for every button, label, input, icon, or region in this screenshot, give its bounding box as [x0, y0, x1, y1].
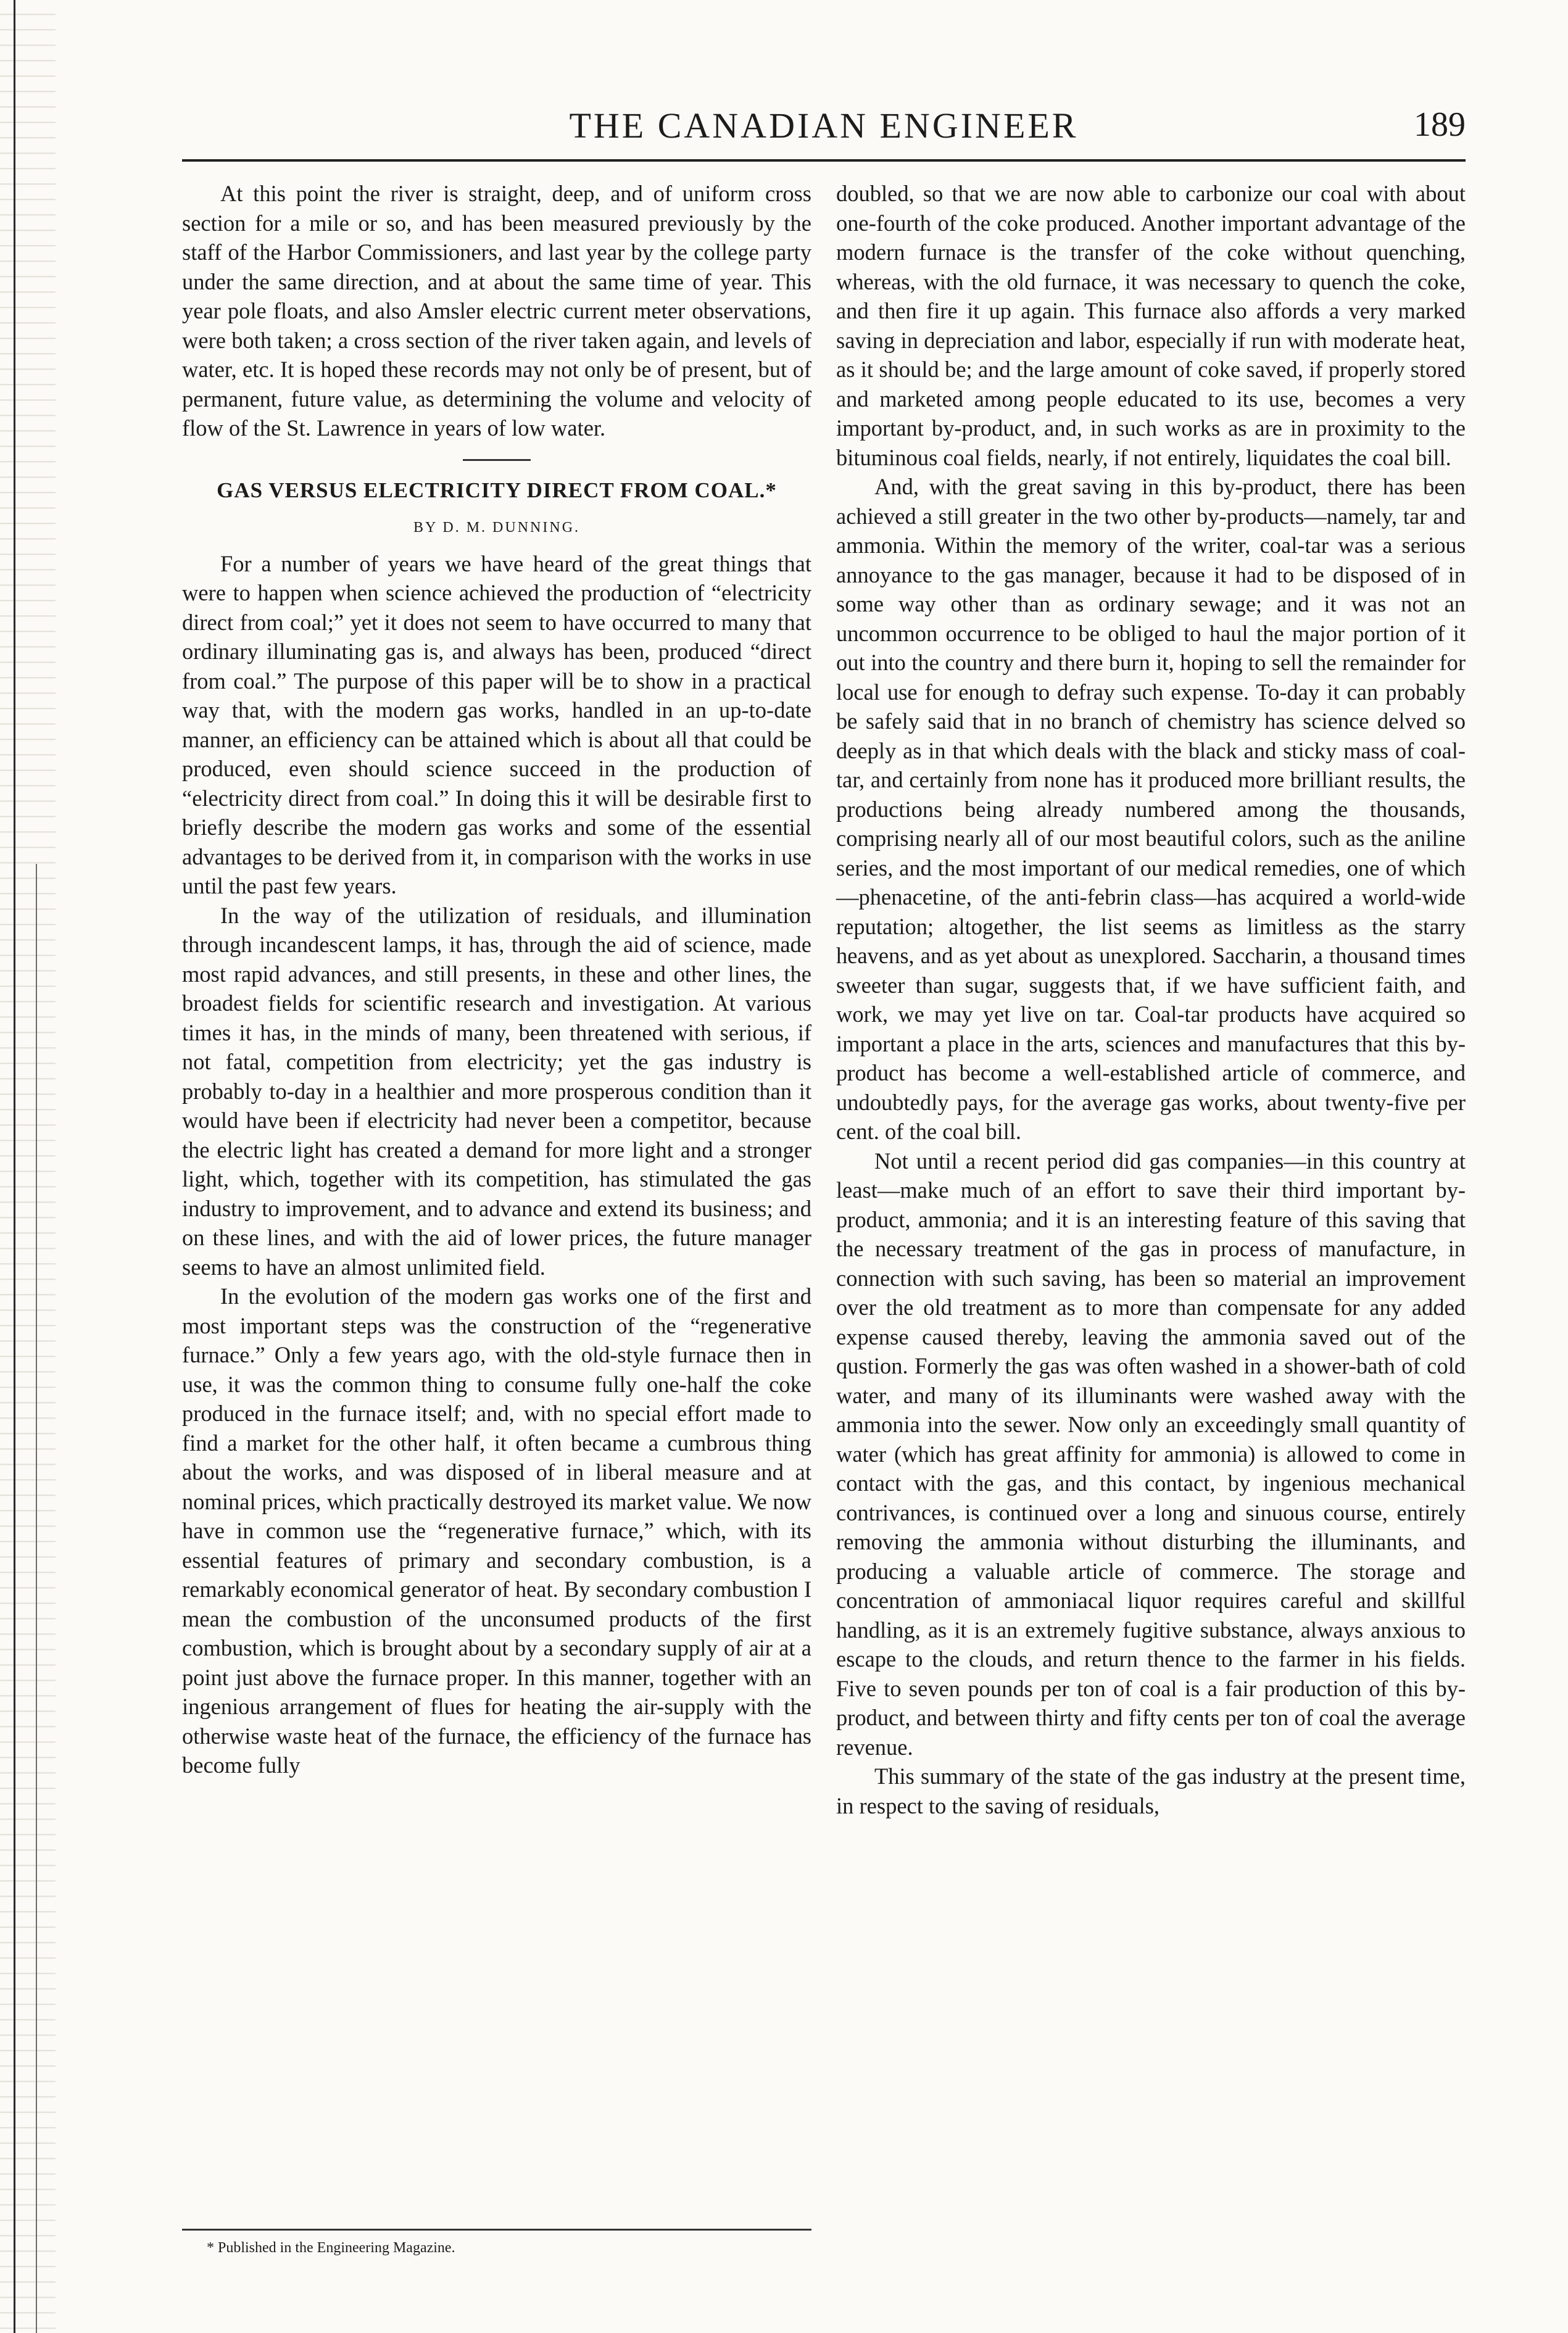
- paragraph-residuals: In the way of the utilization of residuals, and illumination through incandescent lamps, it has, through the aid of science, made most rapid advances, and still presents, in these and other lines, the broadest fields for scientific research and investigation. At various times it has, in the minds of many, been threatened with serious, if not fatal, competition from electricity; yet the gas industry is probably to-day in a healthier and more prosperous condition than it would have been if electricity had never been a competitor, because the electric light has created a demand for more light and a stronger light, which, together with its competition, has stimulated the gas industry to improvement, and to advance and extend its business; and on these lines, and with the aid of lower prices, the future manager seems to have an almost unlimited field.: [182, 902, 811, 1280]
- paragraph-coke-savings: doubled, so that we are now able to carbonize our coal with about one-fourth of the coke produced. Another important advantage of the modern furnace is the transfer of the coke without quenching, whereas, with the old furnace, it was necessary to quench the coke, and then fire it up again. This furnace also affords a very marked saving in depreciation and labor, especially if run with moderate heat, as it should be; and the large amount of coke saved, if properly stored and marketed among people educated to its use, becomes a very important by-product, and, in such works as are in proximity to the bituminous coal fields, nearly, if not entirely, liquidates the coal bill.: [836, 181, 1466, 470]
- binding-line: [14, 0, 15, 2333]
- paragraph-river-measurement: At this point the river is straight, deep, and of uniform cross section for a mile or so, and has been measured previously by the staff of the Harbor Commissioners, and last year by the college party under the same direction, and at about the same time of year. This year pole floats, and also Amsler electric current meter observations, were both taken; a cross section of the river taken again, and levels of water, etc. It is hoped these records may not only be of present, but of permanent, future value, as determining the volume and velocity of flow of the St. Lawrence in years of low water.: [182, 181, 811, 441]
- section-divider: [463, 459, 531, 461]
- footnote: * Published in the Engineering Magazine.: [207, 2240, 455, 2256]
- paragraph-summary: This summary of the state of the gas industry at the present time, in respect to the saving of residuals,: [836, 1763, 1466, 1818]
- page-number: 189: [1414, 106, 1466, 144]
- right-column: [836, 179, 1466, 1820]
- binding-line-secondary: [36, 864, 37, 2333]
- header-rule: [182, 159, 1466, 162]
- running-title: THE CANADIAN ENGINEER: [569, 106, 1079, 146]
- page-header: [182, 99, 1466, 167]
- scanned-binding-edge: [0, 0, 56, 2333]
- paragraph-regenerative-furnace: In the evolution of the modern gas works one of the first and most important steps was the construction of the “regenerative furnace.” Only a few years ago, with the old-style furnace then in use, it was the common thing to consume fully one-half the coke produced in the furnace itself; and, with no special effort made to find a market for the other half, it often became a cumbrous thing about the works, and was disposed of in liberal measure and at nominal prices, which practically destroyed its market value. We now have in common use the “regenerative furnace,” which, with its essential features of primary and secondary combustion, is a remarkably economical generator of heat. By secondary combustion I mean the combustion of the unconsumed products of the first combustion, which is brought about by a secondary supply of air at a point just above the furnace proper. In this manner, together with an ingenious arrangement of flues for heating the air-supply with the otherwise waste heat of the furnace, the efficiency of the furnace has become fully: [182, 1283, 811, 1778]
- article-byline: BY D. M. DUNNING.: [413, 520, 581, 536]
- footnote-rule: [182, 2229, 811, 2231]
- article-title: GAS VERSUS ELECTRICITY DIRECT FROM COAL.*: [217, 478, 777, 502]
- left-column: [182, 179, 811, 1780]
- paragraph-intro: For a number of years we have heard of the great things that were to happen when science achieved the production of “electricity direct from coal;” yet it does not seem to have occurred to many that ordinary illuminating gas is, and always has been, produced “direct from coal.” The purpose of this paper will be to show in a practical way that, with the modern gas works, handled in an up-to-date manner, an efficiency can be attained which is about all that could be produced, even should science succeed in the production of “electricity direct from coal.” In doing this it will be desirable first to briefly describe the modern gas works and some of the essential advantages to be derived from it, in comparison with the works in use until the past few years.: [182, 550, 811, 898]
- paragraph-ammonia: Not until a recent period did gas companies—in this country at least—make much of an effort to save their third important by-product, ammonia; and it is an interesting feature of this saving that the necessary treatment of the gas in process of manufacture, in connection with such saving, has been so material an improvement over the old treatment as to more than compensate for any added expense caused thereby, leaving the ammonia saved out of the qustion. Formerly the gas was often washed in a shower-bath of cold water, and many of its illuminants were washed away with the ammonia into the sewer. Now only an exceedingly small quantity of water (which has great affinity for ammonia) is allowed to come in contact with the gas, and this contact, by ingenious mechanical contrivances, is continued over a long and sinuous course, entirely removing the ammonia without disturbing the illuminants, and producing a valuable article of commerce. The storage and concentration of ammoniacal liquor requires careful and skillful handling, as it is an extremely fugitive substance, always anxious to escape to the clouds, and return thence to the farmer in his fields. Five to seven pounds per ton of coal is a fair production of this by-product, and between thirty and fifty cents per ton of coal the average revenue.: [836, 1148, 1466, 1760]
- paragraph-coal-tar: And, with the great saving in this by-product, there has been achieved a still greater in the two other by-products—namely, tar and ammonia. Within the memory of the writer, coal-tar was a serious annoyance to the gas manager, because it had to be disposed of in some way other than as ordinary sewage; and it was not an uncommon occurrence to be obliged to haul the major portion of it out into the country and there burn it, hoping to sell the remainder for local use for enough to defray such expense. To-day it can probably be safely said that in no branch of chemistry has science delved so deeply as in that which deals with the black and sticky mass of coal-tar, and certainly from none has it produced more brilliant results, the productions being already numbered among the thousands, comprising nearly all of our most beautiful colors, such as the aniline series, and the most important of our medical remedies, one of which—phenacetine, of the anti-febrin class—has acquired a world-wide reputation; altogether, the list seems as limitless as the starry heavens, and as yet about as unexplored. Saccharin, a thousand times sweeter than sugar, suggests that, if we have sufficient faith, and work, we may yet live on tar. Coal-tar products have acquired so important a place in the arts, sciences and manufactures that this by-product has become a well-established article of commerce, and undoubtedly pays, for the average gas works, about twenty-five per cent. of the coal bill.: [836, 474, 1466, 1144]
